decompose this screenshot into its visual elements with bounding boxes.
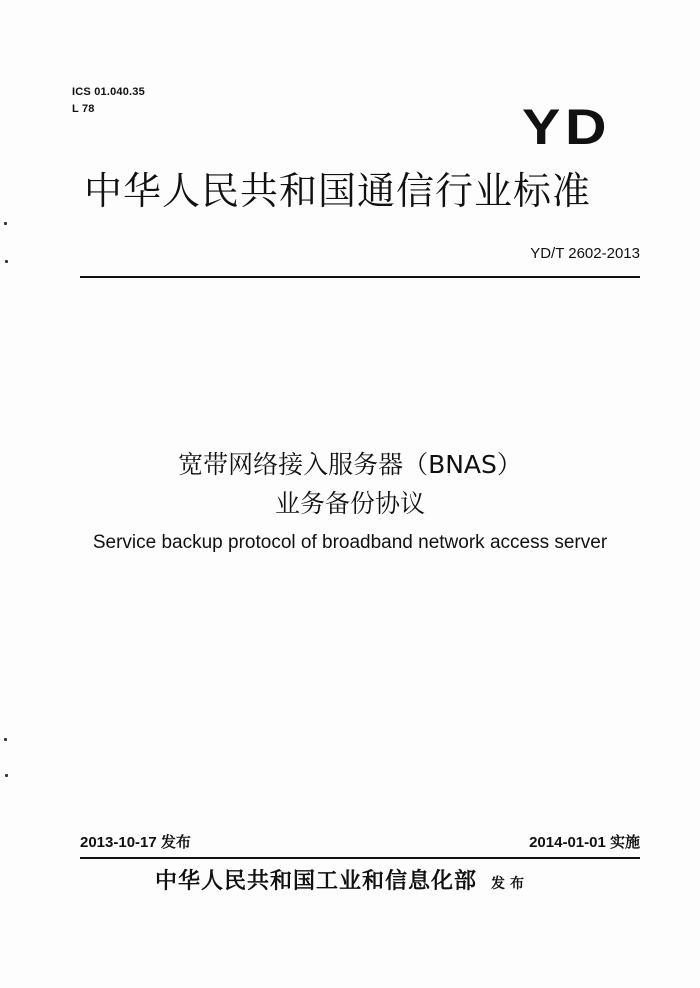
scan-mark	[4, 738, 7, 741]
scan-mark	[5, 774, 8, 777]
document-title-cn-line2: 业务备份协议	[274, 489, 425, 518]
scan-mark	[5, 260, 8, 263]
publish-label: 发布	[491, 876, 530, 892]
publisher-name: 中华人民共和国工业和信息化部	[155, 868, 478, 894]
yd-logo: YD	[522, 99, 612, 155]
issue-date: 2013-10-17 发布	[80, 834, 191, 851]
footer-divider	[80, 857, 640, 859]
implement-date: 2014-01-01 实施	[529, 834, 640, 851]
class-code: L 78	[72, 103, 95, 115]
classification-block	[72, 84, 145, 118]
scan-mark	[4, 222, 7, 225]
standard-organization-title: 中华人民共和国通信行业标准	[84, 169, 592, 213]
standard-number: YD/T 2602-2013	[530, 245, 640, 262]
ics-code: ICS 01.040.35	[72, 86, 145, 98]
header-divider	[80, 276, 640, 278]
publisher-line	[155, 866, 529, 899]
document-title-cn-line1: 宽带网络接入服务器（BNAS）	[178, 450, 522, 479]
document-title-en: Service backup protocol of broadband network access server	[92, 532, 608, 553]
